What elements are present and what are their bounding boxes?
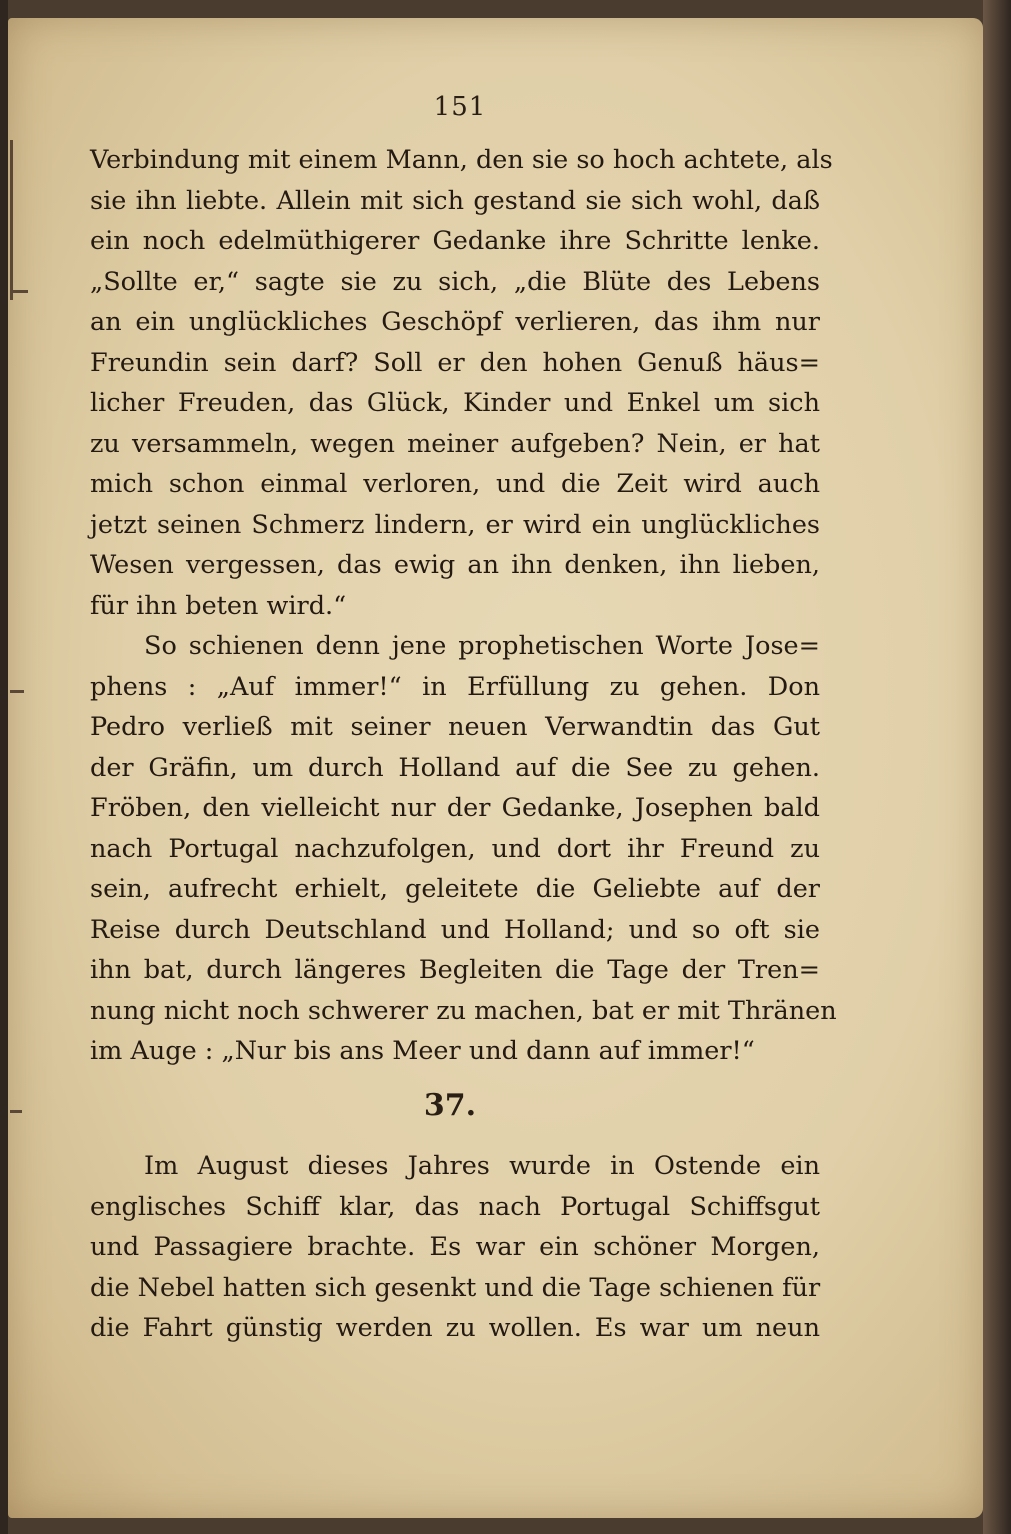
text-line: Im August dieses Jahres wurde in Ostende ein — [144, 1151, 820, 1181]
text-line: sein, aufrecht erhielt, geleitete die Geliebte auf der — [90, 874, 820, 904]
text-line: ein noch edelmüthigerer Gedanke ihre Schritte lenke. — [90, 226, 820, 256]
text-line: nung nicht noch schwerer zu machen, bat er mit Thränen — [90, 995, 837, 1026]
text-line: nach Portugal nachzufolgen, und dort ihr Freund zu — [90, 833, 820, 864]
margin-mark — [10, 690, 24, 693]
text-line: Wesen vergessen, das ewig an ihn denken, ihn lieben, — [90, 550, 820, 580]
text-line: phens : „Auf immer!“ in Erfüllung zu gehen. Don — [90, 671, 820, 702]
margin-mark — [10, 290, 28, 293]
text-line: der Gräfin, um durch Holland auf die See zu gehen. — [90, 752, 820, 783]
margin-mark — [10, 140, 13, 300]
text-line: an ein unglückliches Geschöpf verlieren, das ihm nur — [90, 307, 820, 337]
text-line: die Fahrt günstig werden zu wollen. Es war um neun — [90, 1313, 820, 1343]
paragraph-1 — [90, 140, 833, 626]
text-line: Pedro verließ mit seiner neuen Verwandtin das Gut — [90, 712, 820, 742]
text-line: und Passagiere brachte. Es war ein schöner Morgen, — [90, 1232, 820, 1262]
text-line: Fröben, den vielleicht nur der Gedanke, Josephen bald — [90, 793, 820, 823]
book-edge — [983, 0, 1011, 1534]
text-line: englisches Schiff klar, das nach Portugal Schiffsgut — [90, 1191, 820, 1222]
text-line: „Sollte er,“ sagte sie zu sich, „die Blüte des Lebens — [90, 266, 820, 297]
text-line: Reise durch Deutschland und Holland; und so oft sie — [90, 914, 820, 945]
text-line: mich schon einmal verloren, und die Zeit wird auch — [90, 469, 820, 499]
text-line: die Nebel hatten sich gesenkt und die Tage schienen für — [90, 1272, 821, 1303]
chapter-heading: 37. — [423, 1088, 477, 1123]
text-line: Verbindung mit einem Mann, den sie so hoch achtete, als — [90, 145, 833, 175]
text-line: jetzt seinen Schmerz lindern, er wird ein unglückliches — [90, 509, 820, 540]
text-line: für ihn beten wird.“ — [90, 590, 347, 621]
text-line: ihn bat, durch längeres Begleiten die Tage der Tren= — [90, 955, 820, 985]
paragraph-3 — [90, 1146, 820, 1349]
paragraph-2 — [90, 626, 837, 1072]
text-line: licher Freuden, das Glück, Kinder und Enkel um sich — [90, 388, 820, 418]
text-line: Freundin sein darf? Soll er den hohen Genuß häus= — [90, 347, 820, 378]
text-line: zu versammeln, wegen meiner aufgeben? Nein, er hat — [90, 428, 820, 459]
text-line: So schienen denn jene prophetischen Worte Jose= — [144, 631, 820, 661]
margin-mark — [10, 1110, 22, 1113]
book-binding — [0, 0, 8, 1534]
text-line: sie ihn liebte. Allein mit sich gestand sie sich wohl, daß — [90, 185, 820, 216]
page-number: 151 — [433, 92, 487, 122]
text-line: im Auge : „Nur bis ans Meer und dann auf immer!“ — [90, 1036, 755, 1066]
